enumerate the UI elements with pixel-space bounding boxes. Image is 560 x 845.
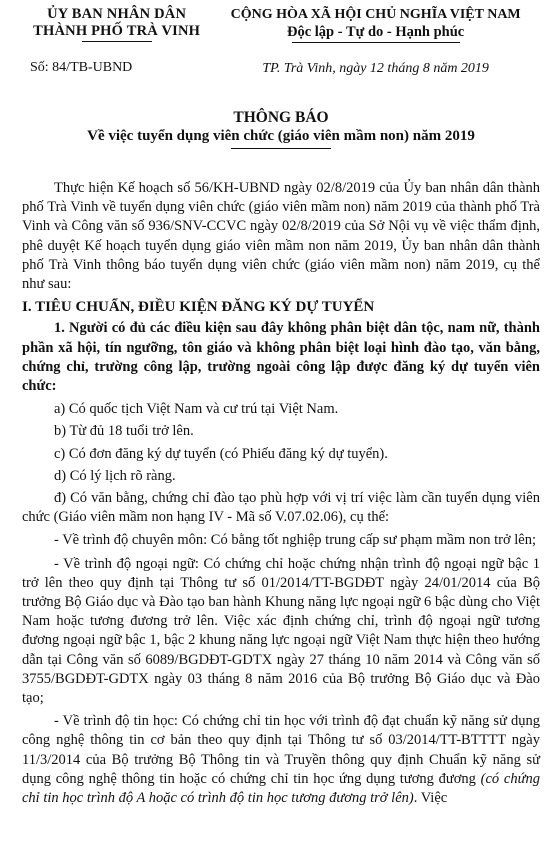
agency-underline	[82, 41, 152, 42]
subtitle-underline	[231, 148, 331, 149]
issuing-agency-block	[22, 6, 211, 76]
document-subtitle: Về việc tuyển dụng viên chức (giáo viên mầm non) năm 2019	[87, 128, 475, 144]
item-1-paragraph: 1. Người có đủ các điều kiện sau đây không phân biệt dân tộc, nam nữ, thành phần xã hội, tín ngưỡng, tôn giáo và không phân biệt loại hình đào tạo, văn bằng, chứng chỉ, trường công lập, trường ngoài công lập được đăng ký dự tuyển viên chức:	[22, 320, 540, 395]
section-heading-1: I. TIÊU CHUẨN, ĐIỀU KIỆN ĐĂNG KÝ DỰ TUYỂN	[22, 299, 375, 316]
agency-name-line1: ỦY BAN NHÂN DÂN	[47, 6, 187, 22]
place-and-date: TP. Trà Vinh, ngày 12 tháng 8 năm 2019	[262, 61, 489, 76]
motto-underline	[292, 42, 460, 43]
condition-c: c) Có đơn đăng ký dự tuyển (có Phiếu đăng ký dự tuyển).	[54, 445, 388, 462]
national-header-block	[211, 6, 540, 77]
document-number: Số: 84/TB-UBND	[30, 60, 133, 75]
it-requirement-tail: . Việc	[413, 790, 448, 807]
agency-name-line2: THÀNH PHỐ TRÀ VINH	[33, 23, 201, 39]
intro-paragraph: Thực hiện Kế hoạch số 56/KH-UBND ngày 02/8/2019 của Ủy ban nhân dân thành phố Trà Vinh về tuyển dụng viên chức (giáo viên mầm non) năm 2019 của thành phố Trà Vinh và Công văn số 936/SNV-CCVC ngày 02/8/2019 của Sở Nội vụ về việc thẩm định, phê duyệt Kế hoạch tuyển dụng giáo viên mầm non năm 2019, Ủy ban nhân dân thành phố Trà Vinh thông báo tuyển dụng viên chức (giáo viên mầm non) năm 2019, cụ thể như sau:	[22, 180, 540, 293]
it-requirement-main: - Về trình độ tin học: Có chứng chỉ tin học với trình độ đạt chuẩn kỹ năng sử dụng công nghệ thông tin cơ bản theo quy định tại Thông tư số 03/2014/TT-BTTTT ngày 11/3/2014 của Bộ trưởng Bộ Thông tin và Truyền thông quy định Chuẩn kỹ năng sử dụng công nghệ thông tin hoặc có chứng chỉ tin học ứng dụng tương đương	[22, 713, 540, 787]
condition-d: d) Có lý lịch rõ ràng.	[54, 467, 176, 484]
condition-b: b) Từ đủ 18 tuổi trở lên.	[54, 423, 194, 440]
professional-requirement: - Về trình độ chuyên môn: Có bằng tốt nghiệp trung cấp sư phạm mầm non trở lên;	[54, 532, 536, 549]
document-body	[22, 179, 540, 808]
document-header	[22, 6, 540, 86]
document-title: THÔNG BÁO	[233, 109, 329, 126]
condition-dd: đ) Có văn bằng, chứng chỉ đào tạo phù hợp với vị trí việc làm cần tuyển dụng viên chức (Giáo viên mầm non hạng IV - Mã số V.07.02.06), cụ thể:	[22, 490, 540, 526]
it-requirement	[22, 712, 540, 808]
national-title: CỘNG HÒA XÃ HỘI CHỦ NGHĨA VIỆT NAM	[230, 7, 521, 22]
language-requirement: - Về trình độ ngoại ngữ: Có chứng chỉ hoặc chứng nhận trình độ ngoại ngữ bậc 1 trở lên theo quy định tại Thông tư số 01/2014/TT-BGDĐT ngày 24/01/2014 của Bộ trưởng Bộ Giáo dục và Đào tạo ban hành Khung năng lực ngoại ngữ 6 bậc dùng cho Việt Nam hoặc tương đương trở lên. Việc xác định chứng chỉ, trình độ ngoại ngữ tương đương ngoại ngữ bậc 1, bậc 2 khung năng lực ngoại ngữ Việt Nam thực hiện theo hướng dẫn tại Công văn số 6089/BGDĐT-GDTX ngày 27 tháng 10 năm 2014 và Công văn số 3755/BGDĐT-GDTX ngày 03 tháng 8 năm 2016 của Bộ trưởng Bộ Giáo dục và Đào tạo;	[22, 555, 540, 707]
condition-a: a) Có quốc tịch Việt Nam và cư trú tại Việt Nam.	[54, 401, 339, 418]
national-motto: Độc lập - Tự do - Hạnh phúc	[287, 24, 465, 40]
it-requirement-italic: (có chứng chỉ tin học trình độ A hoặc có trình độ tin học tương đương trở lên)	[22, 770, 540, 807]
